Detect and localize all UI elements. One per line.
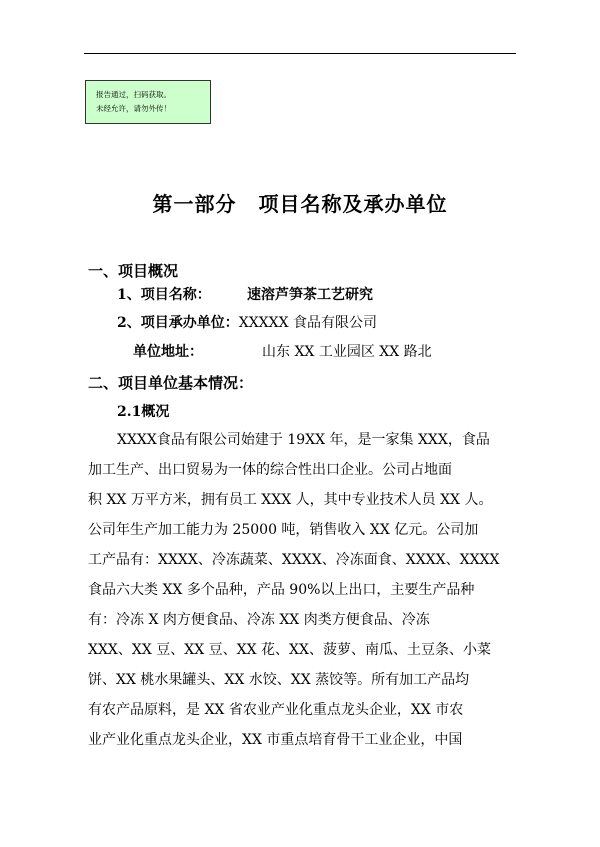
- page-title: [0, 188, 600, 217]
- notice-box: [85, 80, 211, 124]
- project-org-row: [117, 312, 377, 332]
- header-rule: [84, 53, 516, 54]
- section2-sub-heading: 2.1概况: [117, 404, 170, 420]
- project-name-row: [117, 284, 373, 304]
- paragraph-line: XXXX食品有限公司始建于 19XX 年，是一家集 XXX，食品: [117, 432, 490, 448]
- paragraph-line: 有：冷冻 X 肉方便食品、冷冻 XX 肉类方便食品、冷冻: [88, 612, 430, 628]
- project-org-value: XXXXX 食品有限公司: [238, 315, 378, 331]
- project-addr-row: [133, 341, 432, 361]
- project-name-value: 速溶芦笋茶工艺研究: [247, 287, 373, 303]
- project-addr-label: 单位地址：: [133, 344, 203, 360]
- project-addr-value: 山东 XX 工业园区 XX 路北: [262, 344, 432, 360]
- section2-heading: 二、项目单位基本情况：: [88, 374, 254, 392]
- paragraph-line: XXX、XX 豆、XX 豆、XX 花、XX、菠萝、南瓜、土豆条、小菜: [88, 642, 491, 658]
- overview-paragraph: [88, 432, 518, 762]
- project-org-label: 2、项目承办单位：: [117, 315, 239, 331]
- paragraph-line: 食品六大类 XX 多个品种，产品 90%以上出口，主要生产品种: [88, 582, 475, 598]
- paragraph-line: 公司年生产加工能力为 25000 吨，销售收入 XX 亿元。公司加: [88, 522, 479, 538]
- project-name-label: 1、项目名称：: [117, 287, 211, 303]
- paragraph-line: 加工生产、出口贸易为一体的综合性出口企业。公司占地面: [88, 462, 452, 478]
- paragraph-line: 积 XX 万平方米，拥有员工 XXX 人，其中专业技术人员 XX 人。: [88, 492, 493, 508]
- notice-line-2: 未经允许，请勿外传！: [96, 104, 171, 113]
- title-part: 第一部分: [152, 192, 237, 216]
- paragraph-line: 业产业化重点龙头企业，XX 市重点培育骨干工业企业，中国: [88, 732, 463, 748]
- paragraph-line: 有农产品原料，是 XX 省农业产业化重点龙头企业，XX 市农: [88, 702, 464, 718]
- notice-line-1: 报告通过，扫码获取。: [96, 90, 171, 99]
- paragraph-line: 工产品有：XXXX、冷冻蔬菜、XXXX、冷冻面食、XXXX、XXXX: [88, 552, 500, 568]
- section1-heading: 一、项目概况: [88, 262, 179, 280]
- paragraph-line: 饼、XX 桃水果罐头、XX 水饺、XX 蒸饺等。所有加工产品均: [88, 672, 470, 688]
- title-name: 项目名称及承办单位: [258, 192, 448, 216]
